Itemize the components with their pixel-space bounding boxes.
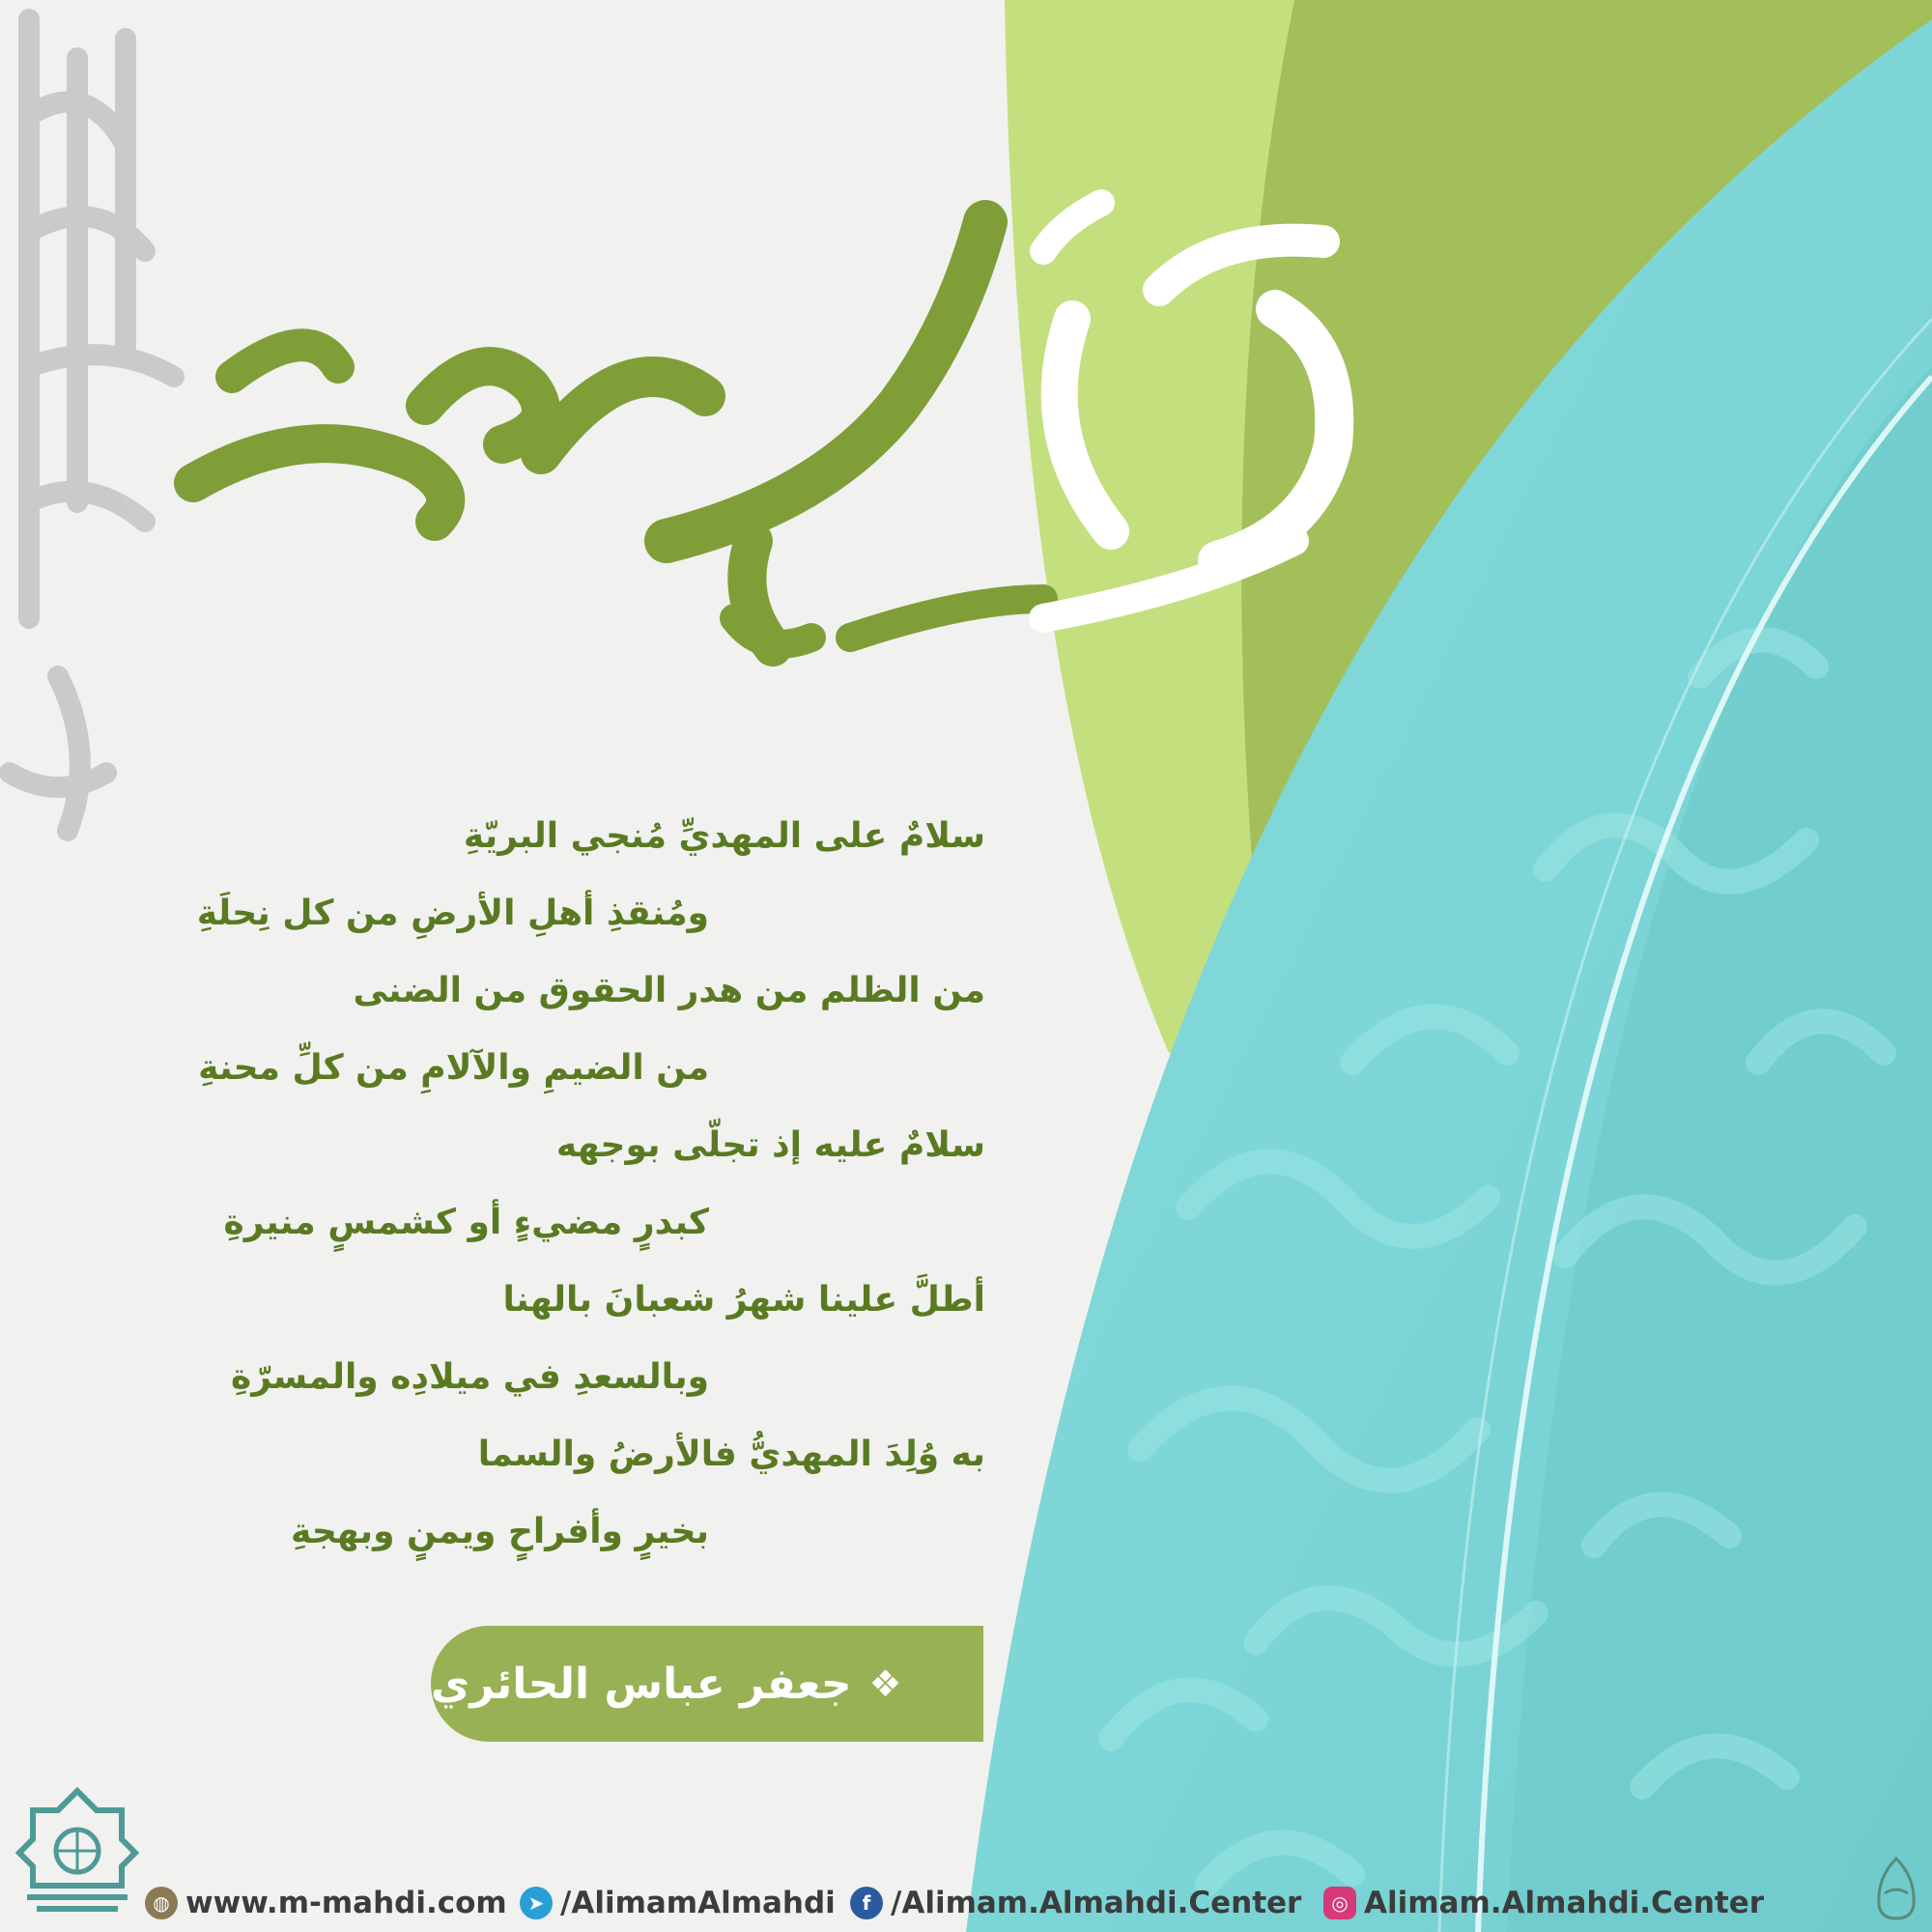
website-link[interactable] xyxy=(145,1882,507,1924)
globe-icon: ◍ xyxy=(145,1887,178,1919)
facebook-text: /Alimam.Almahdi.Center xyxy=(891,1886,1302,1920)
telegram-text: /AlimamAlmahdi xyxy=(560,1886,836,1920)
instagram-text: Alimam.Almahdi.Center xyxy=(1364,1886,1765,1920)
gray-calligraphy-decoration xyxy=(10,19,174,831)
author-name: جعفر عباس الحائري xyxy=(431,1659,852,1709)
poem-line-4: من الضيمِ والآلامِ من كلِّ محنةِ xyxy=(198,1048,709,1088)
facebook-link[interactable] xyxy=(850,1882,1301,1924)
footer-links xyxy=(0,1872,1932,1932)
diamond-bullet-icon: ❖ xyxy=(868,1662,902,1705)
poem-line-10: بخيرٍ وأفراحٍ ويمنٍ وبهجةِ xyxy=(291,1512,709,1551)
instagram-icon: ◎ xyxy=(1323,1887,1356,1919)
poem-line-9: به وُلِدَ المهديُّ فالأرضُ والسما xyxy=(477,1435,985,1474)
telegram-icon: ➤ xyxy=(520,1887,553,1919)
instagram-link[interactable] xyxy=(1323,1882,1764,1924)
poem-line-8: وبالسعدِ في ميلادِه والمسرّةِ xyxy=(231,1357,709,1397)
facebook-icon: f xyxy=(850,1887,883,1919)
poem-line-5: سلامٌ عليه إذ تجلّى بوجهه xyxy=(555,1125,985,1165)
telegram-link[interactable] xyxy=(520,1882,836,1924)
website-text: www.m-mahdi.com xyxy=(185,1886,507,1920)
author-badge xyxy=(431,1626,983,1742)
poem-line-2: ومُنقذِ أهلِ الأرضِ من كل نِحلَةِ xyxy=(196,894,709,933)
poem-line-3: من الظلم من هدر الحقوق من الضنى xyxy=(353,971,985,1010)
poem-line-7: أطلَّ علينا شهرُ شعبانَ بالهنا xyxy=(502,1280,985,1320)
poem-line-6: كبدرٍ مضيءٍ أو كشمسٍ منيرةِ xyxy=(223,1203,709,1242)
poem-line-1: سلامٌ على المهديِّ مُنجي البريّةِ xyxy=(463,816,985,856)
